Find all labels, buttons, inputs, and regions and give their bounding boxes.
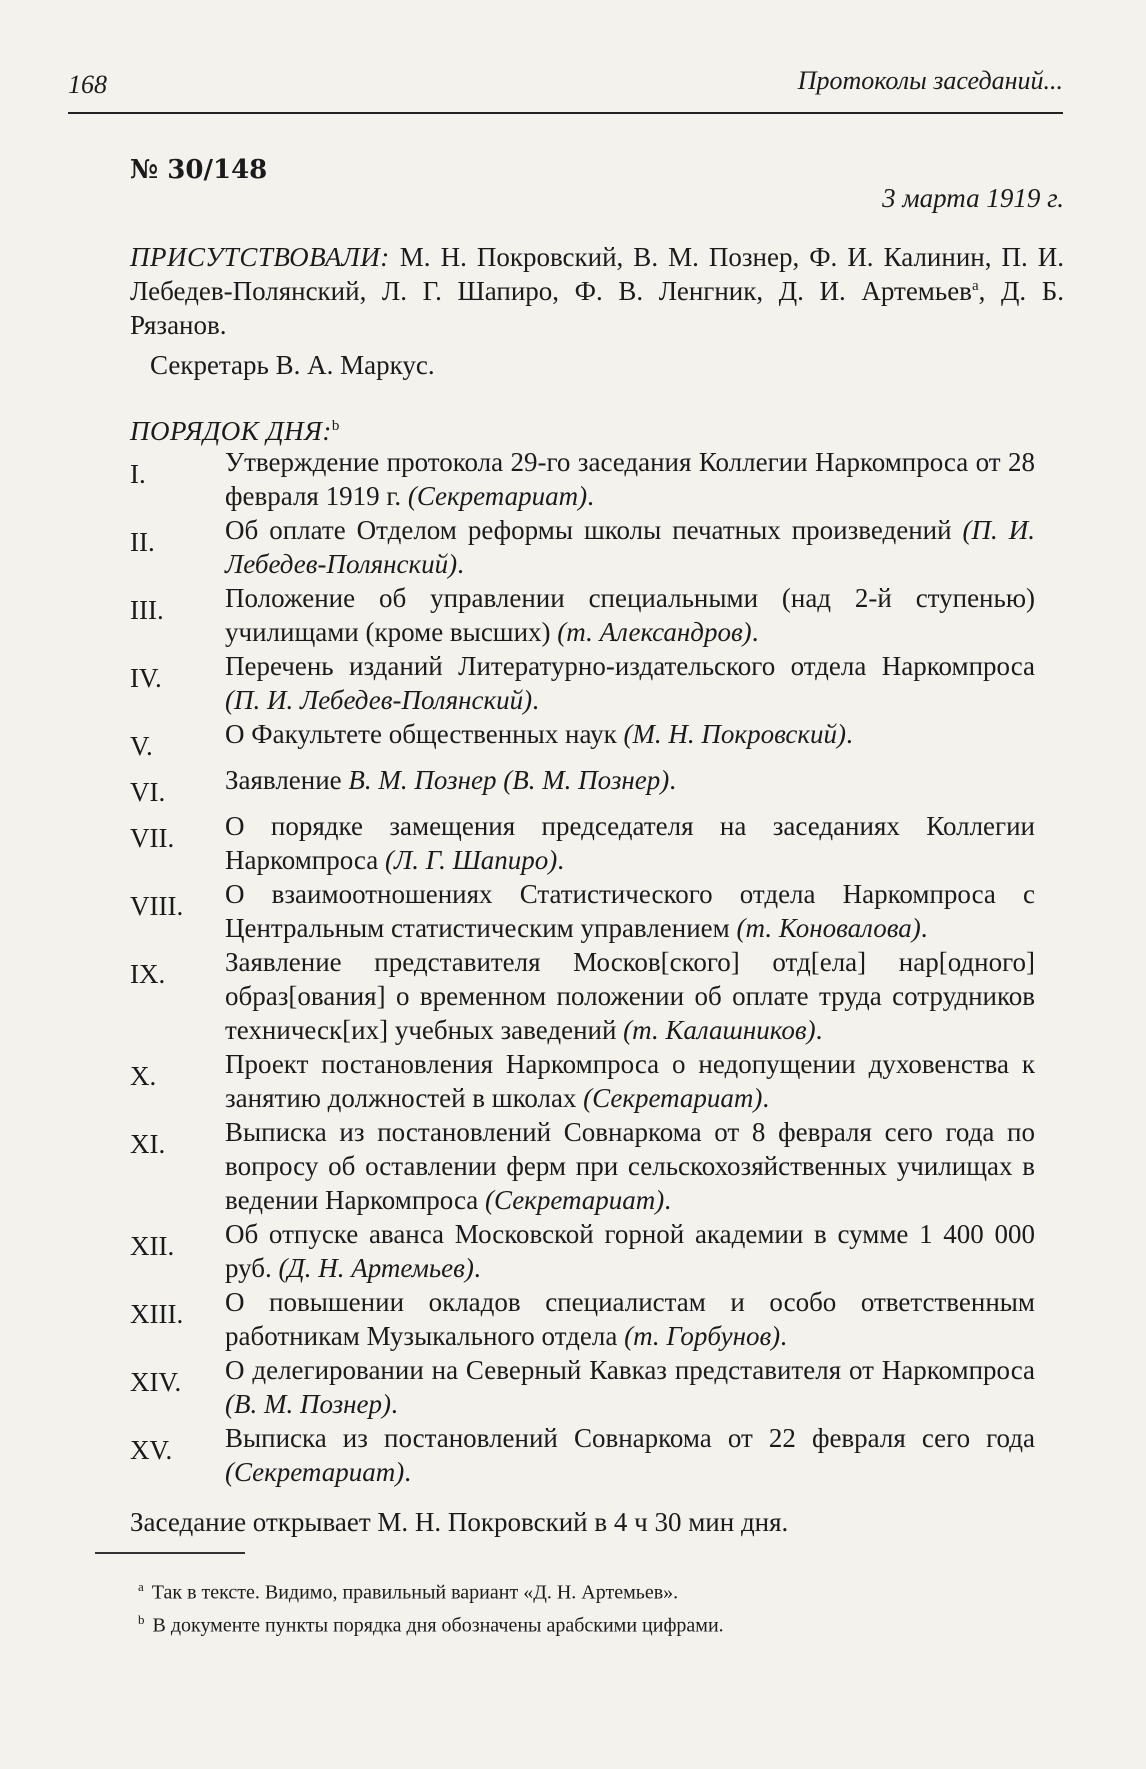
agenda-item-tail: . (532, 685, 539, 715)
footnote-mark: a (138, 1579, 144, 1594)
agenda-item (130, 1115, 1064, 1217)
agenda-item-body: О Факультете общественных наук (225, 719, 624, 749)
agenda-item-text (225, 581, 1035, 649)
agenda-item-text (225, 1217, 1035, 1285)
agenda-item-speaker: (т. Горбунов) (624, 1321, 781, 1351)
footnote-text: В документе пункты порядка дня обозначены арабскими цифрами. (152, 1614, 724, 1637)
agenda-item-speaker: (П. И. Лебедев-Полянский) (225, 515, 1035, 579)
agenda-item-tail: . (815, 1015, 823, 1045)
document-date: 3 марта 1919 г. (882, 183, 1064, 213)
agenda-item-speaker: (П. И. Лебедев-Полянский) (225, 685, 533, 715)
agenda-item-tail: . (587, 481, 594, 511)
agenda-item-speaker: (Секретариат) (583, 1083, 763, 1113)
agenda-item-tail: . (473, 1253, 481, 1283)
agenda-item (130, 1353, 1064, 1421)
page-number: 168 (68, 70, 107, 99)
agenda-item-text (225, 1285, 1035, 1353)
agenda-item-speaker: (Секретариат) (485, 1185, 665, 1215)
agenda-item-number: XI. (130, 1129, 166, 1159)
agenda-item-number: II. (130, 527, 155, 557)
agenda-item-tail: . (920, 913, 928, 943)
footnote-ref-b: b (331, 418, 340, 434)
agenda-item-number: XII. (130, 1231, 175, 1261)
agenda-item-speaker: (т. Коновалова) (736, 913, 921, 943)
agenda-item-tail: . (669, 765, 676, 795)
agenda-item-speaker: (т. Александров) (557, 617, 752, 647)
agenda-item-text (225, 763, 1035, 809)
agenda-item (130, 445, 1064, 513)
agenda-item (130, 717, 1064, 763)
agenda-item-number: X. (130, 1061, 157, 1091)
footnote-ref-a: a (971, 278, 979, 294)
agenda-item (130, 877, 1064, 945)
agenda-item-text (225, 513, 1035, 581)
agenda-item-body: Об отпуске аванса Московской горной академии в сумме 1 400 000 руб. (225, 1219, 1035, 1283)
document-number: № 30/148 (130, 155, 268, 185)
agenda-item-number: XIV. (130, 1367, 182, 1397)
agenda-item-body: Заявление представителя Москов[ского] отд[ела] нар[одного] образ[ования] о временном положении об оплате труда сотрудников техническ[их] учебных заведений (225, 947, 1035, 1045)
agenda-item-body: Об оплате Отделом реформы школы печатных произведений (225, 515, 963, 545)
agenda-item-text (225, 809, 1035, 877)
agenda-item (130, 1421, 1064, 1489)
agenda-item-text (225, 1115, 1035, 1217)
footnote-a (138, 1575, 678, 1605)
agenda-item-body: Положение об управлении специальными (над 2-й ступенью) училищами (кроме высших) (225, 583, 1035, 647)
agenda-item-text (225, 1353, 1035, 1421)
agenda-item-body: О взаимоотношениях Статистического отдела Наркомпроса с Центральным статистическим управлением (225, 879, 1035, 943)
agenda-list (130, 445, 1064, 1489)
agenda-item (130, 1217, 1064, 1285)
agenda-item-text (225, 717, 1035, 763)
agenda-item-tail: . (846, 719, 853, 749)
agenda-item-body: О повышении окладов специалистам и особо ответственным работникам Музыкального отдела (225, 1287, 1035, 1351)
agenda-item-speaker: (т. Калашников) (623, 1015, 816, 1045)
agenda-item-number: III. (130, 595, 164, 625)
agenda-item-number: IX. (130, 959, 166, 989)
agenda-item (130, 513, 1064, 581)
agenda-item-body: Утверждение протокола 29-го заседания Коллегии Наркомпроса от 28 февраля 1919 г. (225, 447, 1035, 511)
agenda-item-speaker: (В. М. Познер) (225, 1389, 392, 1419)
secretary-line: Секретарь В. А. Маркус. (150, 350, 435, 380)
agenda-item-tail: . (780, 1321, 787, 1351)
agenda-item-tail: . (404, 1457, 411, 1487)
agenda-item-text (225, 1047, 1035, 1115)
page-header (68, 60, 1063, 114)
opening-line: Заседание открывает М. Н. Покровский в 4 ч 30 мин дня. (130, 1507, 789, 1537)
agenda-item-body: Выписка из постановлений Совнаркома от 8 февраля сего года по вопросу об оставлении ферм при сельскохозяйственных училищах в ведении Наркомпроса (225, 1117, 1035, 1215)
agenda-item-body: Заявление (225, 765, 349, 795)
present-list (130, 240, 1064, 342)
agenda-item-text (225, 1421, 1035, 1489)
agenda-item-number: V. (130, 731, 153, 761)
agenda-item-number: I. (130, 459, 146, 489)
agenda-item-number: XIII. (130, 1299, 184, 1329)
agenda-item-text (225, 445, 1035, 513)
agenda-item-body: Выписка из постановлений Совнаркома от 22 февраля сего года (225, 1423, 1035, 1453)
agenda-item-tail: . (457, 549, 464, 579)
agenda-heading (130, 416, 340, 447)
agenda-item-tail: . (557, 845, 564, 875)
footnote-mark: b (138, 1612, 145, 1627)
agenda-item-text (225, 649, 1035, 717)
agenda-label: ПОРЯДОК ДНЯ: (130, 416, 332, 446)
agenda-item-speaker: (М. Н. Покровский) (623, 719, 847, 749)
agenda-item-number: IV. (130, 663, 162, 693)
footnote-b (138, 1608, 724, 1638)
footnote-divider (95, 1552, 245, 1554)
agenda-item-text (225, 877, 1035, 945)
agenda-item-body: Перечень изданий Литературно-издательского отдела Наркомпроса (225, 651, 1035, 681)
agenda-item-number: VI. (130, 777, 166, 807)
agenda-item-tail: . (762, 1083, 770, 1113)
present-members: М. Н. Покровский, В. М. Познер, Ф. И. Калинин, П. И. Лебедев-Полянский, Л. Г. Шапиро, Ф. В. Ленгник, Д. И. Артемьев (130, 242, 1064, 306)
agenda-item-speaker: (Л. Г. Шапиро) (384, 845, 558, 875)
agenda-item-text (225, 945, 1035, 1047)
agenda-item-number: VII. (130, 823, 175, 853)
agenda-item-speaker: В. М. Познер (В. М. Познер) (348, 765, 670, 795)
agenda-item-speaker: (Секретариат) (407, 481, 588, 511)
agenda-item (130, 763, 1064, 809)
agenda-item (130, 809, 1064, 877)
running-title: Протоколы заседаний... (797, 66, 1063, 95)
footnote-text: Так в тексте. Видимо, правильный вариант «Д. Н. Артемьев». (151, 1581, 679, 1604)
agenda-item-speaker: (Секретариат) (225, 1457, 405, 1487)
agenda-item-speaker: (Д. Н. Артемьев) (278, 1253, 474, 1283)
agenda-item-number: XV. (130, 1435, 173, 1465)
agenda-item-tail: . (391, 1389, 398, 1419)
agenda-item (130, 581, 1064, 649)
agenda-item (130, 945, 1064, 1047)
agenda-item-tail: . (751, 617, 759, 647)
agenda-item-body: О делегировании на Северный Кавказ представителя от Наркомпроса (225, 1355, 1035, 1385)
agenda-item-body: Проект постановления Наркомпроса о недопущении духовенства к занятию должностей в школах (225, 1049, 1035, 1113)
agenda-item (130, 649, 1064, 717)
present-label: ПРИСУТСТВОВАЛИ: (130, 242, 390, 272)
present-members-tail: , Д. Б. Рязанов. (130, 276, 1065, 340)
agenda-item (130, 1285, 1064, 1353)
agenda-item-number: VIII. (130, 891, 184, 921)
agenda-item (130, 1047, 1064, 1115)
agenda-item-body: О порядке замещения председателя на заседаниях Коллегии Наркомпроса (225, 811, 1035, 875)
agenda-item-tail: . (664, 1185, 672, 1215)
